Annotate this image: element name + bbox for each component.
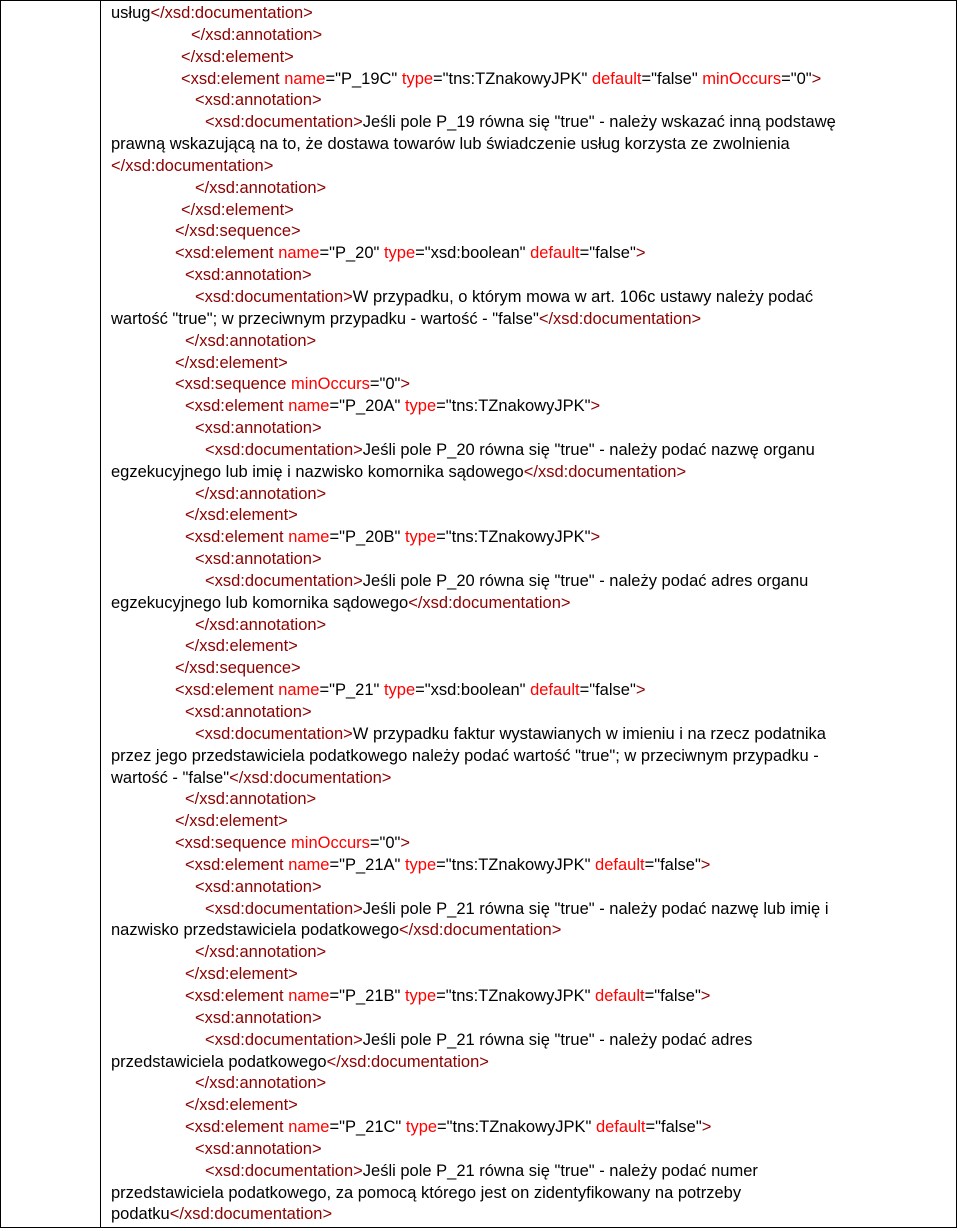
xml-text: ="P_21C" — [329, 1118, 406, 1137]
code-line — [111, 702, 951, 724]
xml-attribute: name — [288, 855, 330, 874]
code-line — [111, 69, 951, 91]
xml-attribute: minOccurs — [291, 834, 370, 853]
xml-tag: </xsd:documentation> — [408, 593, 571, 612]
xml-text: Jeśli pole P_19 równa się "true" - należy wskazać inną podstawę — [362, 113, 836, 132]
xml-text: ="P_20B" — [329, 528, 405, 547]
xml-tag: > — [590, 397, 601, 416]
xml-text: wartość "true"; w przeciwnym przypadku - wartość - "false" — [111, 309, 539, 328]
xml-text: ="false" — [645, 1118, 702, 1137]
xml-tag: > — [635, 244, 646, 263]
xml-tag: > — [700, 986, 711, 1005]
xml-text: usług — [111, 4, 151, 22]
code-line — [111, 658, 951, 680]
code-line — [111, 287, 951, 309]
xml-text: ="tns:TZnakowyJPK" — [433, 69, 592, 88]
xml-text: W przypadku faktur wystawianych w imieniu i na rzecz podatnika — [352, 724, 826, 743]
code-line — [111, 134, 951, 156]
xml-text: nazwisko przedstawiciela podatkowego — [111, 921, 399, 940]
code-line — [111, 1117, 951, 1139]
xml-attribute: minOccurs — [702, 69, 782, 88]
xml-text: ="P_19C" — [325, 69, 402, 88]
xml-tag: <xsd:element — [185, 855, 289, 874]
xml-text: ="tns:TZnakowyJPK" — [436, 397, 591, 416]
xml-attribute: type — [404, 528, 437, 547]
xml-tag: </xsd:element> — [181, 200, 294, 219]
code-line — [111, 1161, 951, 1183]
xml-tag: > — [701, 1118, 712, 1137]
code-line — [111, 25, 951, 47]
xml-attribute: name — [288, 986, 330, 1005]
xml-text: ="P_20A" — [329, 397, 405, 416]
xml-tag: > — [590, 528, 601, 547]
xml-tag: > — [400, 375, 411, 394]
code-line — [111, 221, 951, 243]
xml-tag: <xsd:documentation> — [205, 1030, 363, 1049]
xml-tag: <xsd:annotation> — [195, 1139, 322, 1158]
xml-tag: </xsd:element> — [185, 965, 298, 984]
code-line — [111, 833, 951, 855]
xml-text: Jeśli pole P_21 równa się "true" - należy podać numer — [362, 1161, 758, 1180]
xml-text: ="0" — [369, 375, 401, 394]
xml-text: ="P_20" — [319, 244, 384, 263]
xml-tag: </xsd:element> — [185, 506, 298, 525]
xml-tag: </xsd:element> — [185, 637, 298, 656]
xml-attribute: type — [404, 986, 437, 1005]
xml-text: ="P_21" — [319, 681, 384, 700]
xml-tag: <xsd:annotation> — [195, 419, 322, 438]
code-line — [111, 877, 951, 899]
xml-tag: <xsd:annotation> — [195, 550, 322, 569]
xml-tag: </xsd:annotation> — [195, 1074, 327, 1093]
xml-attribute: default — [595, 986, 645, 1005]
xml-tag: </xsd:annotation> — [185, 331, 317, 350]
code-line — [111, 1052, 951, 1074]
xml-tag: <xsd:documentation> — [195, 724, 353, 743]
xml-tag: > — [400, 834, 411, 853]
xml-text: prawną wskazującą na to, że dostawa towarów lub świadczenie usług korzysta ze zwolnienia — [111, 135, 790, 154]
xml-tag: </xsd:documentation> — [538, 309, 702, 328]
xml-tag: </xsd:documentation> — [229, 768, 392, 787]
xsd-code-block — [111, 3, 951, 1226]
xml-tag: </xsd:documentation> — [111, 156, 274, 175]
xml-tag: </xsd:annotation> — [185, 790, 317, 809]
code-line — [111, 920, 951, 942]
xml-text: ="xsd:boolean" — [415, 681, 531, 700]
xml-tag: <xsd:annotation> — [195, 91, 322, 110]
xml-text: ="false" — [579, 681, 636, 700]
code-line — [111, 549, 951, 571]
code-line — [111, 156, 951, 178]
xml-tag: </xsd:element> — [181, 47, 294, 66]
code-line — [111, 47, 951, 69]
xml-attribute: default — [530, 244, 580, 263]
code-line — [111, 112, 951, 134]
xml-tag: </xsd:annotation> — [195, 178, 327, 197]
code-line — [111, 571, 951, 593]
xml-attribute: name — [288, 397, 330, 416]
code-line — [111, 899, 951, 921]
xml-tag: > — [811, 69, 822, 88]
code-line — [111, 243, 951, 265]
xml-text: ="false" — [641, 69, 703, 88]
xml-text: ="0" — [369, 834, 401, 853]
xml-tag: <xsd:documentation> — [205, 113, 363, 132]
code-line — [111, 309, 951, 331]
xml-text: W przypadku, o którym mowa w art. 106c ustawy należy podać — [352, 287, 814, 306]
xml-text: egzekucyjnego lub komornika sądowego — [111, 593, 409, 612]
xml-tag: <xsd:documentation> — [195, 287, 353, 306]
xml-tag: </xsd:annotation> — [195, 484, 327, 503]
xml-attribute: name — [278, 244, 320, 263]
code-line — [111, 615, 951, 637]
xml-text: Jeśli pole P_21 równa się "true" - należy podać adres — [362, 1030, 753, 1049]
code-line — [111, 1183, 951, 1205]
xml-attribute: default — [595, 855, 645, 874]
code-line — [111, 462, 951, 484]
code-line — [111, 593, 951, 615]
code-line — [111, 331, 951, 353]
xml-tag: <xsd:element — [175, 244, 279, 263]
xml-text: ="tns:TZnakowyJPK" — [436, 528, 591, 547]
code-line — [111, 986, 951, 1008]
code-line — [111, 680, 951, 702]
xml-tag: <xsd:element — [181, 69, 285, 88]
code-line — [111, 1030, 951, 1052]
xml-tag: </xsd:element> — [185, 1096, 298, 1115]
xml-tag: </xsd:annotation> — [195, 943, 327, 962]
xml-tag: </xsd:element> — [175, 812, 288, 831]
code-line — [111, 1204, 951, 1226]
xml-tag: <xsd:element — [185, 1118, 289, 1137]
xml-attribute: default — [595, 1118, 646, 1137]
code-line — [111, 1008, 951, 1030]
xml-tag: <xsd:sequence — [175, 375, 292, 394]
xml-text: przedstawiciela podatkowego, za pomocą którego jest on zidentyfikowany na potrzeby — [111, 1183, 742, 1202]
code-line — [111, 811, 951, 833]
xml-text: podatku — [111, 1205, 170, 1224]
xml-tag: <xsd:documentation> — [205, 571, 363, 590]
xml-tag: > — [635, 681, 646, 700]
xml-tag: <xsd:element — [185, 397, 289, 416]
code-line — [111, 636, 951, 658]
xml-attribute: name — [284, 69, 326, 88]
xml-tag: </xsd:element> — [175, 353, 288, 372]
xml-text: Jeśli pole P_21 równa się "true" - należy podać nazwę lub imię i — [362, 899, 829, 918]
xml-attribute: type — [383, 244, 416, 263]
code-line — [111, 440, 951, 462]
code-line — [111, 418, 951, 440]
xml-text: ="tns:TZnakowyJPK" — [437, 1118, 596, 1137]
xml-text: przez jego przedstawiciela podatkowego należy podać wartość "true"; w przeciwnym przypadku - — [111, 746, 819, 765]
xml-tag: </xsd:documentation> — [399, 921, 562, 940]
code-line — [111, 724, 951, 746]
code-line — [111, 527, 951, 549]
xml-tag: > — [700, 855, 711, 874]
xml-text: ="P_21B" — [329, 986, 405, 1005]
xml-tag: <xsd:documentation> — [205, 1161, 363, 1180]
xml-text: ="false" — [644, 855, 701, 874]
code-line — [111, 374, 951, 396]
xml-attribute: minOccurs — [291, 375, 370, 394]
code-line — [111, 1095, 951, 1117]
xml-text: przedstawiciela podatkowego — [111, 1052, 327, 1071]
code-line — [111, 396, 951, 418]
xml-text: ="false" — [579, 244, 636, 263]
xml-text: ="0" — [781, 69, 812, 88]
xml-text: ="tns:TZnakowyJPK" — [436, 986, 596, 1005]
xml-text: Jeśli pole P_20 równa się "true" - należy podać adres organu — [362, 571, 809, 590]
code-line — [111, 964, 951, 986]
xml-attribute: type — [405, 1118, 438, 1137]
xml-attribute: name — [288, 528, 330, 547]
xml-tag: <xsd:element — [175, 681, 279, 700]
xml-tag: <xsd:documentation> — [205, 899, 363, 918]
xml-text: ="P_21A" — [329, 855, 405, 874]
xml-attribute: type — [404, 855, 437, 874]
xml-text: Jeśli pole P_20 równa się "true" - należy podać nazwę organu — [362, 440, 815, 459]
xml-tag: <xsd:element — [185, 528, 289, 547]
xml-tag: </xsd:documentation> — [326, 1052, 489, 1071]
code-line — [111, 90, 951, 112]
code-line — [111, 484, 951, 506]
xml-tag: <xsd:annotation> — [195, 877, 322, 896]
code-line — [111, 3, 951, 25]
code-line — [111, 353, 951, 375]
column-divider — [100, 1, 101, 1227]
xml-attribute: name — [288, 1118, 330, 1137]
xml-tag: <xsd:annotation> — [195, 1008, 322, 1027]
xml-text: ="false" — [644, 986, 701, 1005]
xml-tag: <xsd:annotation> — [185, 266, 312, 285]
xml-tag: </xsd:documentation> — [150, 4, 313, 22]
code-line — [111, 768, 951, 790]
xml-tag: </xsd:sequence> — [175, 659, 301, 678]
code-line — [111, 1139, 951, 1161]
code-line — [111, 1073, 951, 1095]
xml-text: egzekucyjnego lub imię i nazwisko komornika sądowego — [111, 462, 524, 481]
xml-tag: <xsd:annotation> — [185, 703, 312, 721]
xml-tag: <xsd:sequence — [175, 834, 292, 853]
code-line — [111, 265, 951, 287]
xml-tag: <xsd:documentation> — [205, 440, 363, 459]
xml-text: ="xsd:boolean" — [415, 244, 531, 263]
xml-attribute: type — [383, 681, 416, 700]
xml-attribute: type — [401, 69, 434, 88]
xml-tag: </xsd:documentation> — [523, 462, 687, 481]
xml-text: ="tns:TZnakowyJPK" — [436, 855, 596, 874]
code-line — [111, 505, 951, 527]
code-line — [111, 789, 951, 811]
xml-tag: </xsd:annotation> — [195, 615, 327, 634]
xml-attribute: default — [591, 69, 642, 88]
xml-text: wartość - "false" — [111, 768, 230, 787]
xml-attribute: name — [278, 681, 320, 700]
xml-tag: </xsd:documentation> — [169, 1205, 333, 1224]
code-line — [111, 200, 951, 222]
xml-tag: </xsd:sequence> — [175, 222, 301, 241]
code-line — [111, 942, 951, 964]
xml-attribute: type — [404, 397, 437, 416]
xml-attribute: default — [530, 681, 580, 700]
code-line — [111, 178, 951, 200]
xml-tag: <xsd:element — [185, 986, 289, 1005]
code-line — [111, 746, 951, 768]
xml-tag: </xsd:annotation> — [191, 25, 323, 44]
code-line — [111, 855, 951, 877]
